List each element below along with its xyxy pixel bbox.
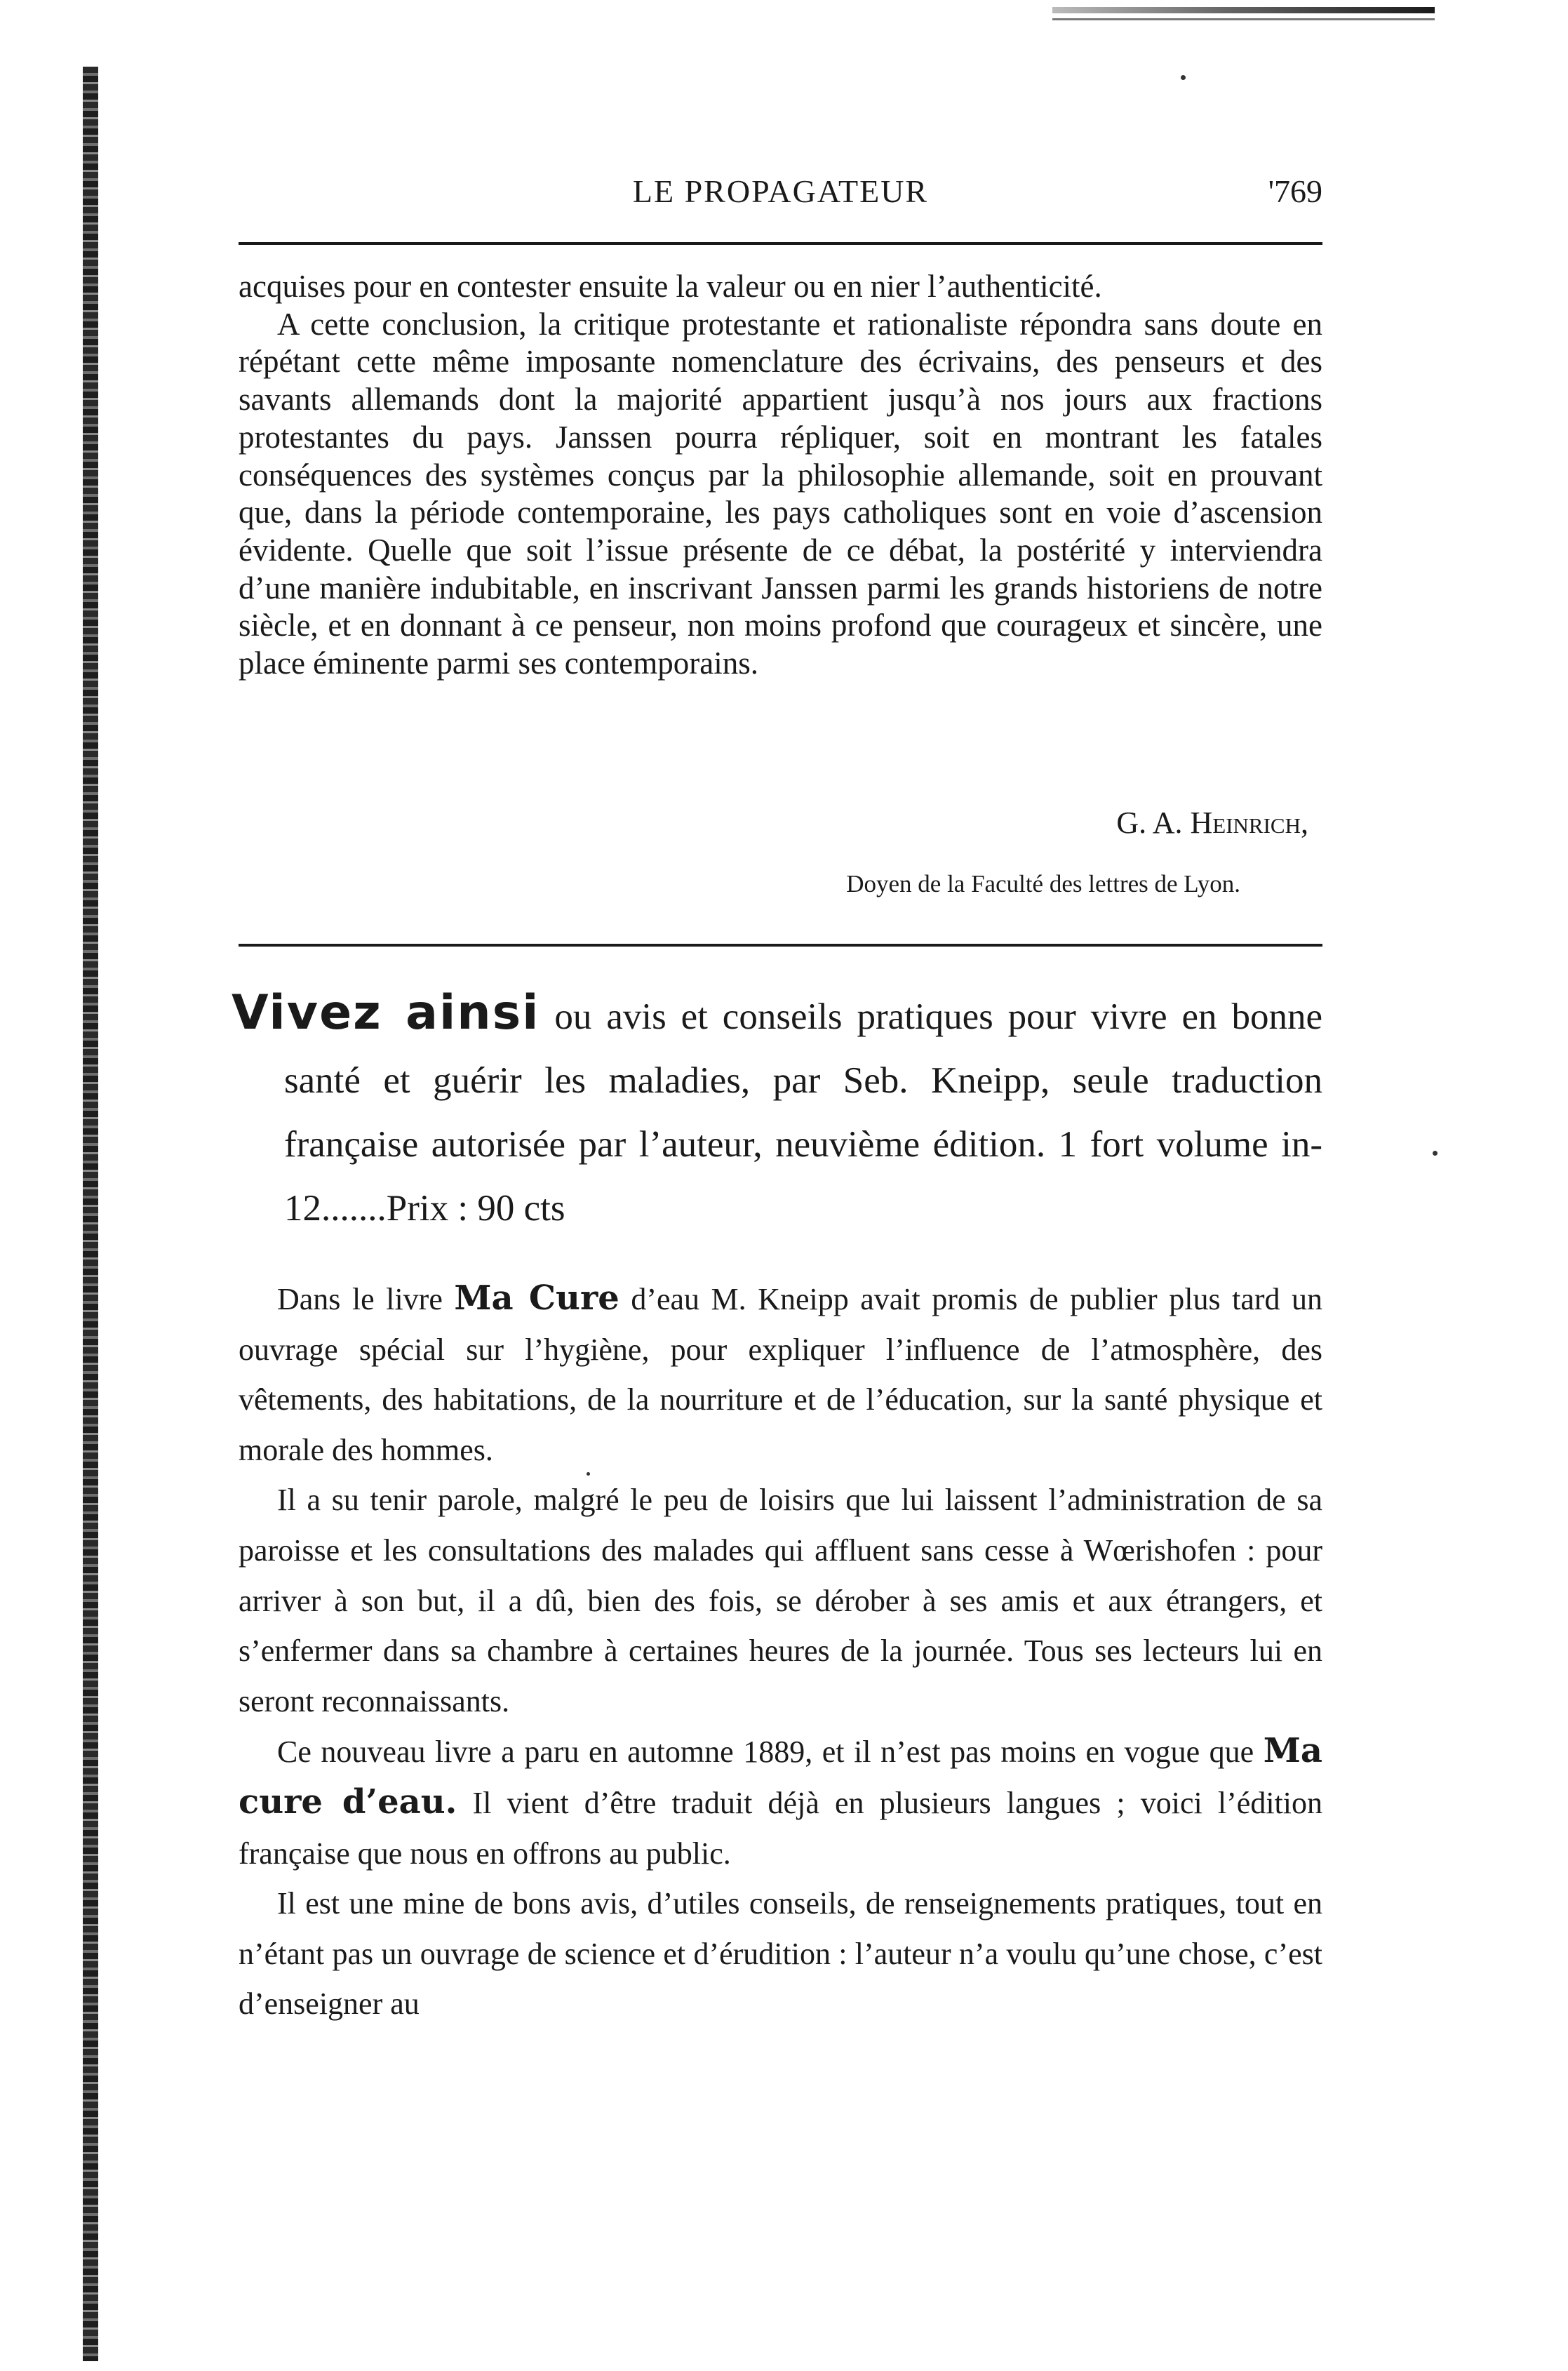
signature-name: Heinrich, <box>1190 806 1308 840</box>
paragraph: Il est une mine de bons avis, d’utiles conseils, de renseignements pratiques, tout en n’étant pas un ouvrage de science et d’érudition : l’auteur n’a voulu qu’une chose, c’est d’enseigner au <box>239 1886 1322 2022</box>
paragraph: acquises pour en contester ensuite la valeur ou en nier l’authenticité. <box>239 269 1102 304</box>
text-run: Il vient d’être traduit déjà en plusieurs langues ; voici l’édition française que nous en offrons au public. <box>239 1785 1323 1871</box>
paragraph <box>239 1726 1322 1878</box>
binding-edge <box>83 67 98 2361</box>
book-title-reference: Ma Cure <box>454 1278 619 1318</box>
book-title-reference: Ma cure d’eau. <box>239 1731 1322 1822</box>
paragraph: Il a su tenir parole, malgré le peu de loisirs que lui laissent l’administration de sa paroisse et les consultations des malades qui affluent sans cesse à Wœrishofen : pour arriver à son but, il a dû, bien des fois, se dérober à ses amis et aux étrangers, et s’enfermer dans sa chambre à certaines heures de la journée. Tous ses lecteurs lui en seront reconnaissants. <box>239 1483 1322 1718</box>
page-number: '769 <box>1268 173 1322 209</box>
scan-mark-thin <box>1052 18 1435 20</box>
running-title: LE PROPAGATEUR <box>632 173 929 209</box>
paragraph: A cette conclusion, la critique protestante et rationaliste répondra sans doute en répétant cette même imposante nomenclature des écrivains, des penseurs et des savants allemands dont la majorité appartient jusqu’à nos jours aux fractions protestantes du pays. Janssen pourra répliquer, soit en montrant les fatales conséquences des systèmes conçus par la philosophie allemande, soit en prouvant que, dans la période contemporaine, les pays catholiques sont en voie d’ascension évidente. Quelle que soit l’issue présente de ce débat, la postérité y interviendra d’une manière indubitable, en inscrivant Janssen parmi les grands historiens de notre siècle, et en donnant à ce penseur, non moins profond que courageux et sincère, une place éminente parmi ses contemporains. <box>239 306 1322 681</box>
book-title: Vivez ainsi <box>232 985 540 1041</box>
page-header <box>239 167 1322 216</box>
book-entry-paragraph <box>232 981 1322 1241</box>
text-run: d’eau M. Kneipp avait promis de publier plus tard un ouvrage spécial sur l’hygiène, pour expliquer l’influence de l’atmosphère, des vêtements, des habitations, de la nourriture et de l’éducation, sur la santé physique et morale des hommes. <box>239 1282 1323 1467</box>
paragraph <box>239 1274 1322 1475</box>
article-conclusion <box>239 268 1322 787</box>
text-run: Dans le livre <box>277 1282 455 1316</box>
header-rule <box>239 242 1322 245</box>
ink-speck <box>1181 75 1186 80</box>
signature-initials: G. A. <box>1116 806 1183 840</box>
book-review <box>239 1274 1322 2291</box>
author-signature <box>239 802 1308 844</box>
section-rule <box>239 944 1322 947</box>
text-run: Ce nouveau livre a paru en automne 1889, et il n’est pas moins en vogue que <box>277 1735 1264 1770</box>
scan-mark <box>1052 7 1435 13</box>
author-affiliation: Doyen de la Faculté des lettres de Lyon. <box>846 870 1240 897</box>
ink-speck <box>1433 1151 1438 1156</box>
book-entry <box>232 981 1322 1262</box>
book-description: ou avis et conseils pratiques pour vivre en bonne santé et guérir les maladies, par Seb. Kneipp, seule traduction française autorisée par l’auteur, neuvième édition. 1 fort volume in-12.......Prix : 90 cts <box>284 996 1322 1229</box>
